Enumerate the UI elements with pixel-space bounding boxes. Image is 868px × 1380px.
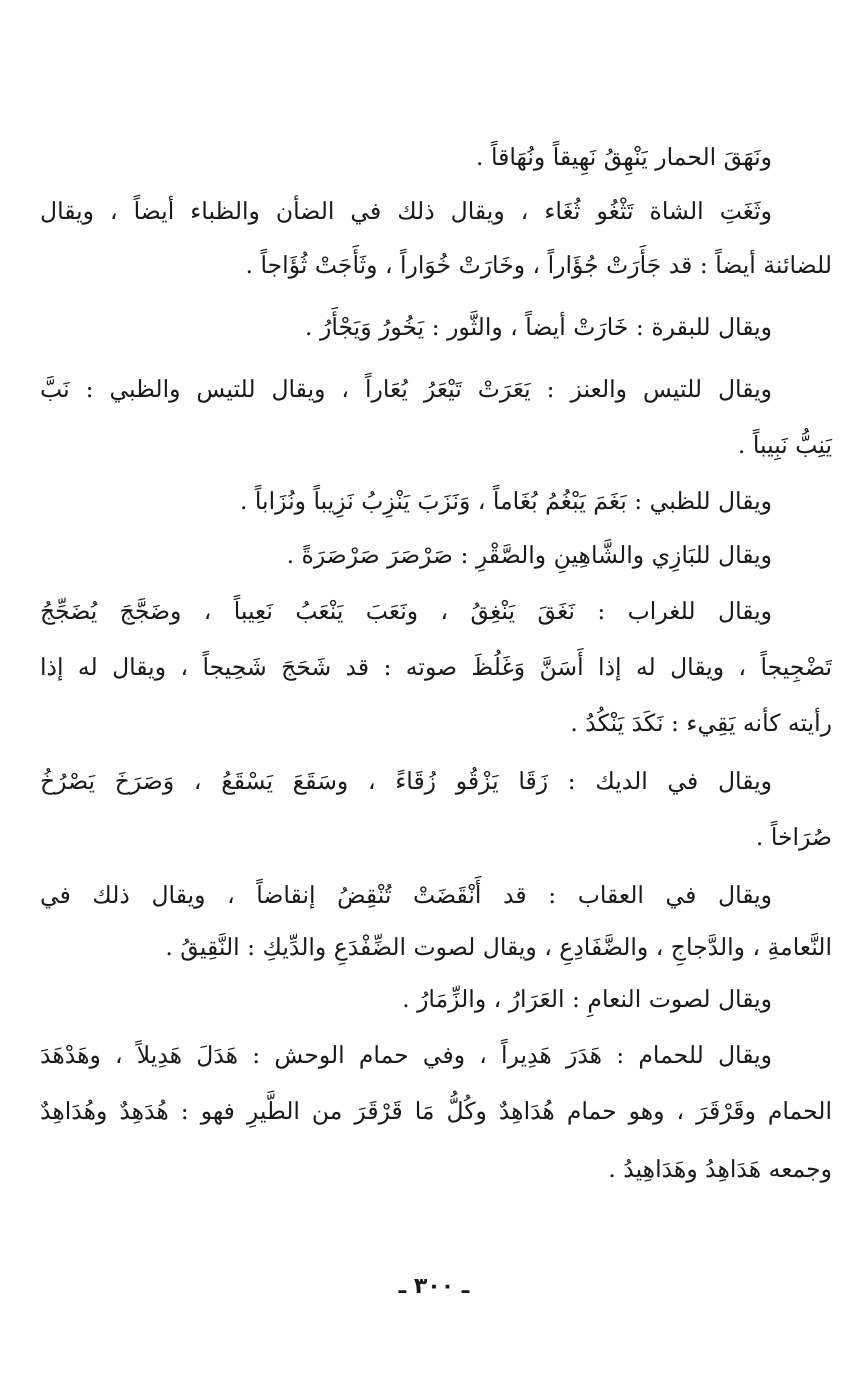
- text-line: ويقال للتيس والعنز : يَعَرَتْ تَيْعَرُ يُعَاراً ، ويقال للتيس والظبي : نَبَّ: [40, 375, 772, 403]
- text-line: وجمعه هَدَاهِدُ وهَدَاهِيدُ .: [608, 1155, 832, 1183]
- text-line: ويقال لصوت النعامِ : العَرَارُ ، والزِّمَارُ .: [402, 985, 772, 1013]
- text-line: ويقال في العقاب : قد أَنْقَضَتْ تُنْقِضُ إنقاضاً ، ويقال ذلك في: [40, 881, 772, 909]
- text-line: ونَهَقَ الحمار يَنْهِقُ نَهِيقاً ونُهَاقاً .: [476, 143, 772, 171]
- text-line: النَّعامةِ ، والدَّجاجِ ، والضَّفَادِعِ ، ويقال لصوت الضِّفْدَعِ والدِّيكِ : النَّقِيقُ .: [165, 933, 832, 961]
- text-line: للضائنة أيضاً : قد جَأَرَتْ جُؤَاراً ، وخَارَتْ خُوَاراً ، وثَأَجَتْ ثُؤَاجاً .: [245, 251, 832, 279]
- text-line: ويقال للبقرة : خَارَتْ أيضاً ، والثَّور : يَخُورُ وَيَجْأَرُ .: [305, 313, 772, 341]
- text-line: يَنِبُّ نَبِيباً .: [737, 431, 832, 459]
- page-number: ـ ٣٠٠ ـ: [398, 1274, 470, 1299]
- text-line: ويقال للغراب : نَغَقَ يَنْغِقُ ، ونَعَبَ يَنْعَبُ نَعِيباً ، وضَجَّجَ يُضَجِّجُ: [40, 597, 772, 625]
- text-line: تَضْجِيجاً ، ويقال له إذا أَسَنَّ وَغَلُظَ صوته : قد شَحَجَ شَحِيجاً ، ويقال له إذا: [40, 653, 832, 681]
- text-line: ويقال في الديك : زَقَا يَزْقُو زُقَاءً ، وسَقَعَ يَسْقَعُ ، وَصَرَخَ يَصْرُخُ: [40, 767, 772, 795]
- text-line: ويقال للبَازِي والشَّاهِينِ والصَّقْرِ : صَرْصَرَ صَرْصَرَةً .: [286, 541, 772, 569]
- text-line: وثَغَتِ الشاة تَثْغُو ثُغَاء ، ويقال ذلك في الضأن والظباء أيضاً ، ويقال: [40, 197, 772, 225]
- text-line: ويقال للحمام : هَدَرَ هَدِيراً ، وفي حمام الوحش : هَدَلَ هَدِيلاً ، وهَدْهَدَ: [40, 1041, 772, 1069]
- text-line: صُرَاخاً .: [755, 823, 832, 851]
- text-line: الحمام وقَرْقَرَ ، وهو حمام هُدَاهِدٌ وكُلُّ مَا قَرْقَرَ من الطَّيرِ فهو : هُدَهِدٌ وهُدَاهِدٌ: [40, 1097, 832, 1125]
- text-line: رأيته كأنه يَقِيء : نَكَدَ يَنْكُدُ .: [570, 709, 832, 737]
- text-line: ويقال للظبي : بَغَمَ يَبْغُمُ بُغَاماً ، وَنَزَبَ يَنْزِبُ نَزِيباً ونُزَاباً .: [239, 487, 772, 515]
